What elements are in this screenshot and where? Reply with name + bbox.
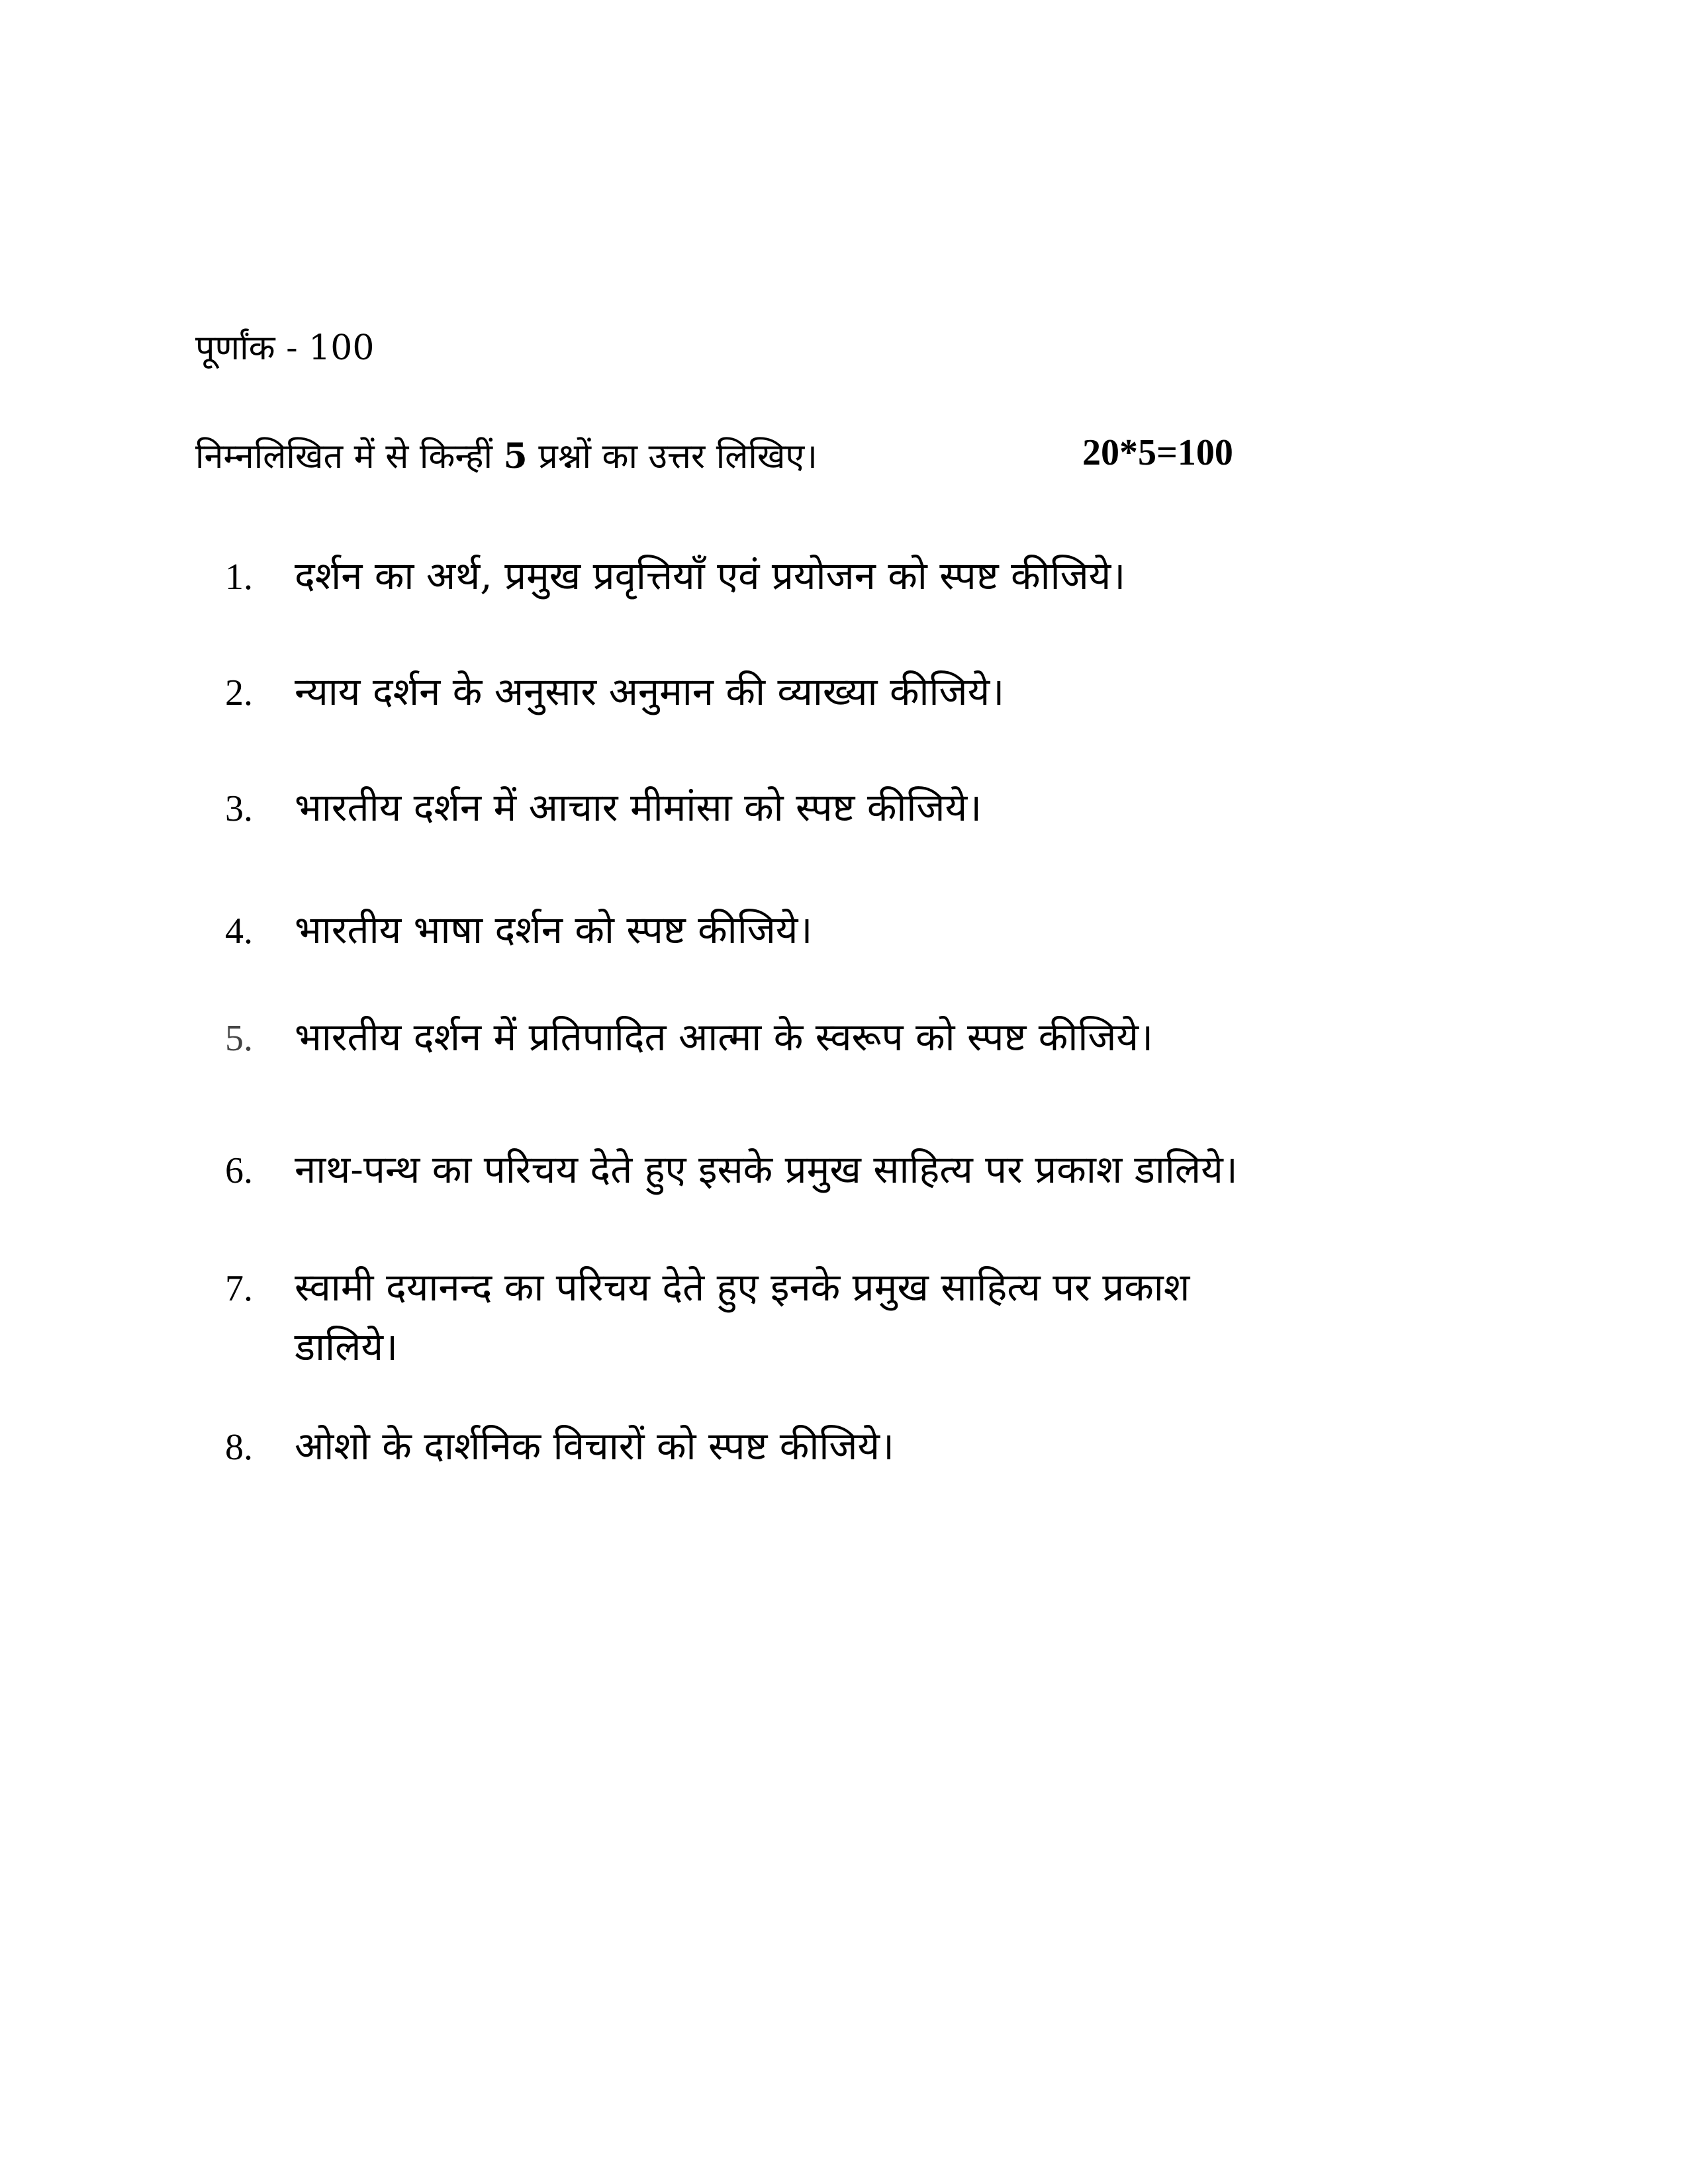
question-text: नाथ-पन्थ का परिचय देते हुए इसके प्रमुख साहित्य पर प्रकाश डालिये। <box>295 1147 1238 1192</box>
question-text: भारतीय भाषा दर्शन को स्पष्ट कीजिये। <box>295 907 813 952</box>
question-number: 7. <box>225 1268 253 1309</box>
instruction-suffix: प्रश्नों का उत्तर लिखिए। <box>527 437 818 477</box>
question-number: 1. <box>225 557 253 598</box>
question-text: दर्शन का अर्थ, प्रमुख प्रवृत्तियाँ एवं प्रयोजन को स्पष्ट कीजिये। <box>295 553 1126 598</box>
instruction-count: 5 <box>503 436 528 477</box>
question-number: 6. <box>225 1150 253 1191</box>
question-text-line1: स्वामी दयानन्द का परिचय देते हुए इनके प्रमुख साहित्य पर प्रकाश <box>295 1265 1190 1310</box>
question-text: भारतीय दर्शन में प्रतिपादित आत्मा के स्वरूप को स्पष्ट कीजिये। <box>295 1015 1154 1060</box>
question-text: ओशो के दार्शनिक विचारों को स्पष्ट कीजिये। <box>295 1424 895 1469</box>
question-text: न्याय दर्शन के अनुसार अनुमान की व्याख्या कीजिये। <box>295 669 1005 714</box>
question-number: 2. <box>225 672 253 713</box>
question-number: 8. <box>225 1427 253 1468</box>
question-text-line2: डालिये। <box>295 1324 399 1369</box>
question-number: 3. <box>225 788 253 829</box>
instruction-prefix: निम्नलिखित में से किन्हीं <box>195 437 504 477</box>
instruction-text <box>195 432 818 478</box>
question-text: भारतीय दर्शन में आचार मीमांसा को स्पष्ट कीजिये। <box>295 785 982 830</box>
question-number: 5. <box>225 1018 253 1059</box>
question-number: 4. <box>225 911 253 952</box>
marks-scheme: 20*5=100 <box>1082 432 1233 473</box>
total-marks-label: पूर्णांक - 100 <box>195 328 375 368</box>
